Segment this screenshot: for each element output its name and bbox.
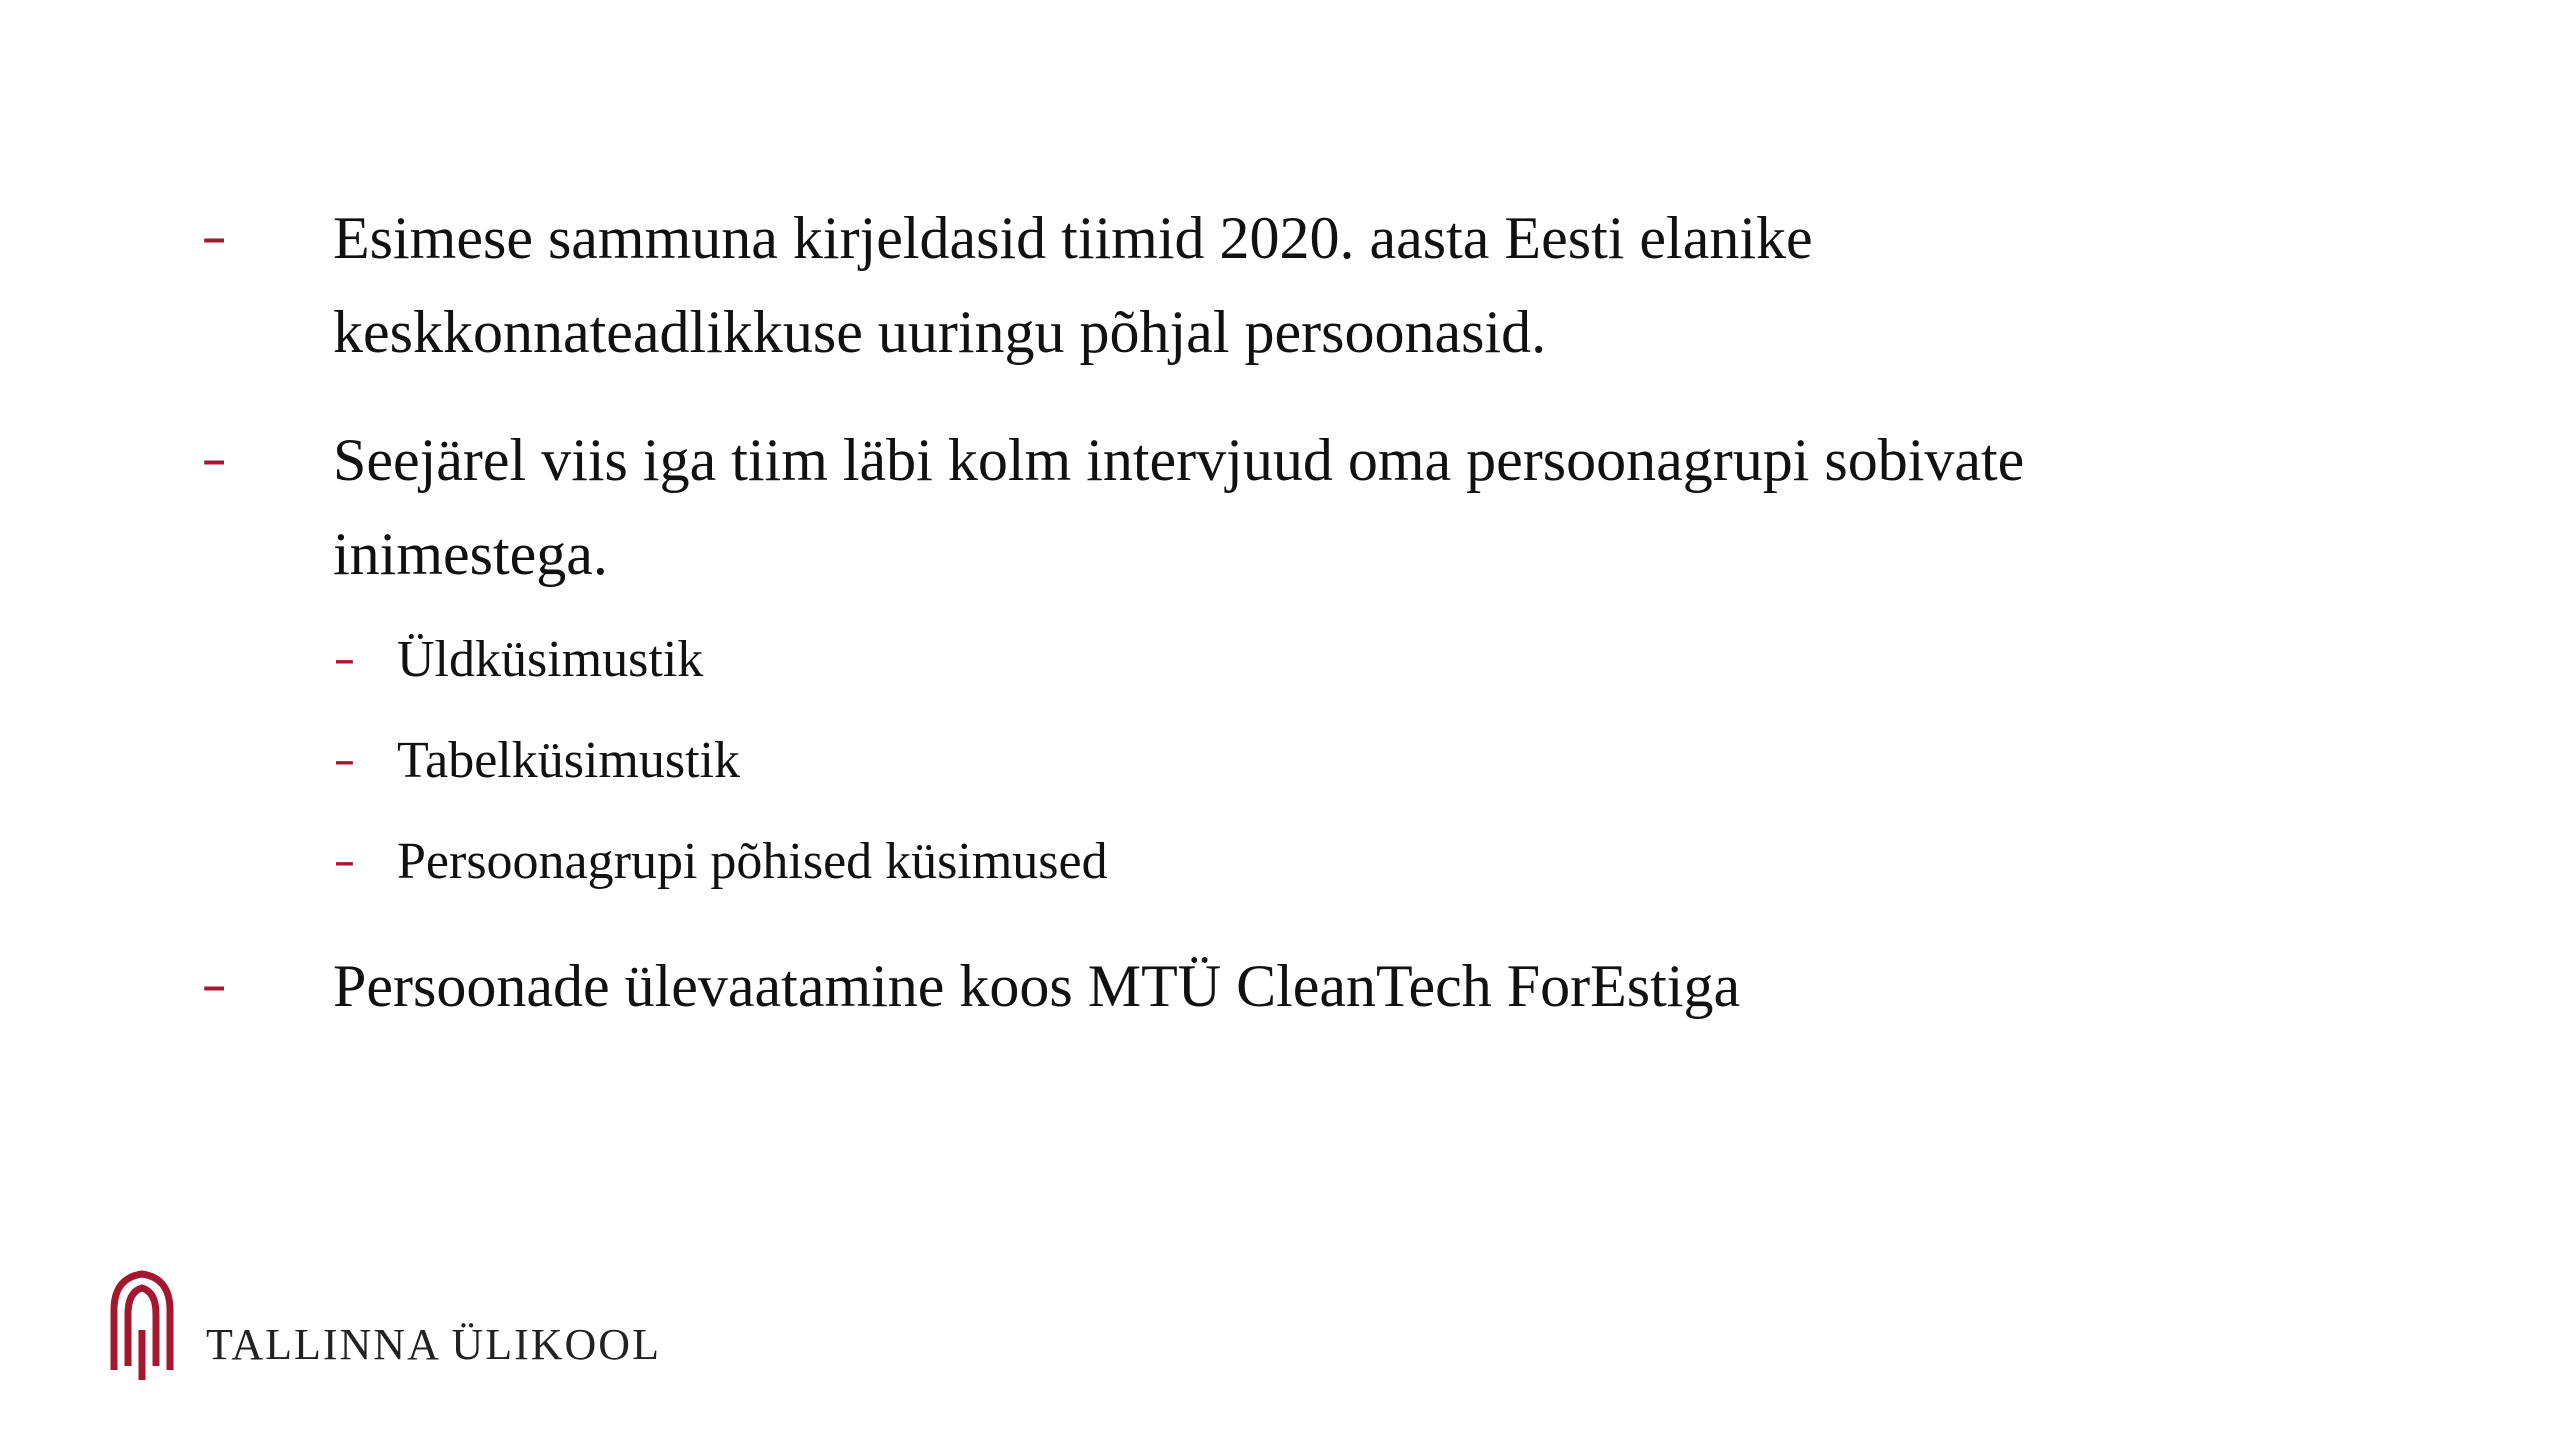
sub-bullet-text: Tabelküsimustik — [397, 732, 741, 789]
bullet-marker: – — [203, 216, 226, 260]
bullet-text: Persoonade ülevaatamine koos MTÜ CleanTech ForEstiga — [333, 953, 1741, 1019]
university-logo — [106, 1268, 661, 1384]
bullet-marker: – — [203, 438, 226, 482]
sub-bullet-marker: – — [335, 641, 354, 679]
logo-text: TALLINNA ÜLIKOOL — [206, 1319, 661, 1369]
sub-bullet-text: Üldküsimustik — [397, 631, 704, 688]
sub-bullet-marker: – — [335, 742, 354, 780]
bullet-marker: – — [203, 964, 226, 1008]
bullet-text: Esimese sammuna kirjeldasid tiimid 2020. aasta Eesti elanike keskkonnateadlikkuse uuringu põhjal persoonasid. — [333, 205, 1813, 365]
bullet-text: Seejärel viis iga tiim läbi kolm intervjuud oma persoonagrupi sobivate inimestega. — [333, 427, 2025, 587]
tallinn-university-arch-icon — [106, 1270, 178, 1382]
sub-bullet-text: Persoonagrupi põhised küsimused — [397, 833, 1108, 890]
sub-bullet-marker: – — [335, 843, 354, 881]
